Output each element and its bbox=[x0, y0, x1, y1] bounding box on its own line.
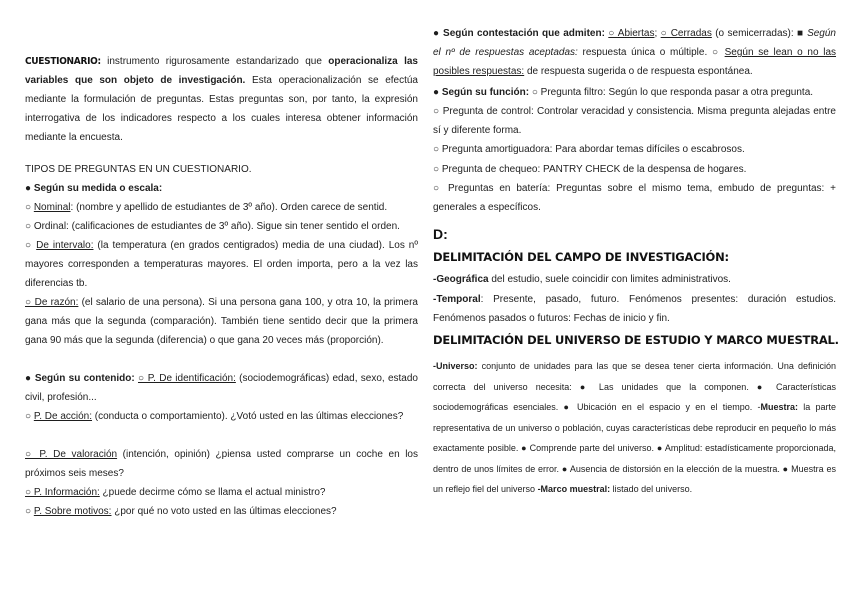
campo-heading: DELIMITACIÓN DEL CAMPO DE INVESTIGACIÓN: bbox=[433, 250, 729, 264]
geografica-item: -Geográfica del estudio, suele coincidir con limites administrativos. bbox=[433, 274, 731, 285]
amortiguadora-item: ○ Pregunta amortiguadora: Para abordar temas difíciles o escabrosos. bbox=[433, 144, 745, 155]
informacion-item: ○ P. Información: ¿puede decirme cómo se llama el actual ministro? bbox=[25, 487, 326, 498]
medida-heading: ● Según su medida o escala: bbox=[25, 183, 163, 194]
universo-paragraph: -Universo: conjunto de unidades para las que se desea tener cierta información. Una definición correcta del universo necesita: ● Las unidades que la componen. ● Características sociodemográficas esenciales. ● Ubicación en el espacio y en el tiempo. -Muestra: la parte representativa de un universo o población, cuyas características debe reproducir en pequeño lo más exactamente posible. ● Comprende parte del universo. ● Amplitud: estadísticamente proporcionada, dentro de unos límites de error. ● Ausencia de distorsión en la elección de la muestra. ● Muestra es un reflejo fiel del universo -Marco muestral: listado del universo. bbox=[433, 361, 836, 494]
control-item: ○ Pregunta de control: Controlar veracidad y consistencia. Misma pregunta alejadas entre sí y diferente forma. bbox=[433, 106, 836, 136]
types-heading: TIPOS DE PREGUNTAS EN UN CUESTIONARIO. bbox=[25, 164, 252, 175]
accion-item: ○ P. De acción: (conducta o comportamiento). ¿Votó usted en las últimas elecciones? bbox=[25, 411, 404, 422]
funcion-item: ● Según su función: ○ Pregunta filtro: Según lo que responda pasar a otra pregunta. bbox=[433, 87, 814, 98]
contestacion-item: ● Según contestación que admiten: ○ Abiertas; ○ Cerradas (o semicerradas): ■ Según el nº de respuestas aceptadas: respuesta única o múltiple. ○ Según se lean o no las posibles respuestas: de respuesta sugerida o de respuesta espontánea. bbox=[433, 28, 837, 77]
valoracion-item: ○ P. De valoración (intención, opinión) ¿piensa usted comprarse un coche en los próximos seis meses? bbox=[25, 449, 418, 479]
section-d-label: D: bbox=[433, 226, 448, 242]
ordinal-item: ○ Ordinal: (calificaciones de estudiantes de 3º año). Sigue sin tener sentido el orden. bbox=[25, 221, 400, 232]
cuestionario-definition: CUESTIONARIO: instrumento rigurosamente estandarizado que operacionaliza las variables que son objeto de investigación. Esta operacionalización se efectúa mediante la formulación de preguntas. Estas preguntas son, por tanto, la expresión interrogativa de los indicadores respecto a los cuales interesa obtener información mediante la encuesta. bbox=[25, 56, 418, 143]
razon-item: ○ De razón: (el salario de una persona). Si una persona gana 100, y otra 10, la primera gana más que la segunda (comparación). También tiene sentido decir que la primera gana 90 más que la segunda (diferencia) o que gana 20 veces más (proporción). bbox=[25, 297, 418, 346]
universo-heading: DELIMITACIÓN DEL UNIVERSO DE ESTUDIO Y MARCO MUESTRAL. bbox=[433, 333, 839, 347]
chequeo-item: ○ Pregunta de chequeo: PANTRY CHECK de la despensa de hogares. bbox=[433, 164, 747, 175]
bateria-item: ○ Preguntas en batería: Preguntas sobre el mismo tema, embudo de preguntas: + generales a específicos. bbox=[433, 183, 836, 213]
cuestionario-term: CUESTIONARIO: bbox=[25, 56, 101, 67]
motivos-item: ○ P. Sobre motivos: ¿por qué no voto usted en las últimas elecciones? bbox=[25, 506, 337, 517]
contenido-item: ● Según su contenido: ○ P. De identificación: (sociodemográficas) edad, sexo, estado civil, profesión... bbox=[25, 373, 418, 403]
temporal-item: -Temporal: Presente, pasado, futuro. Fenómenos presentes: duración estudios. Fenómenos pasados o futuros: Fechas de inicio y fin. bbox=[433, 294, 836, 324]
nominal-item: ○ Nominal: (nombre y apellido de estudiantes de 3º año). Orden carece de sentid. bbox=[25, 202, 388, 213]
intervalo-item: ○ De intervalo: (la temperatura (en grados centigrados) media de una ciudad). Los nº mayores corresponden a temperaturas mayores. El orden importa, pero a la vez las diferencias tb. bbox=[25, 240, 418, 289]
